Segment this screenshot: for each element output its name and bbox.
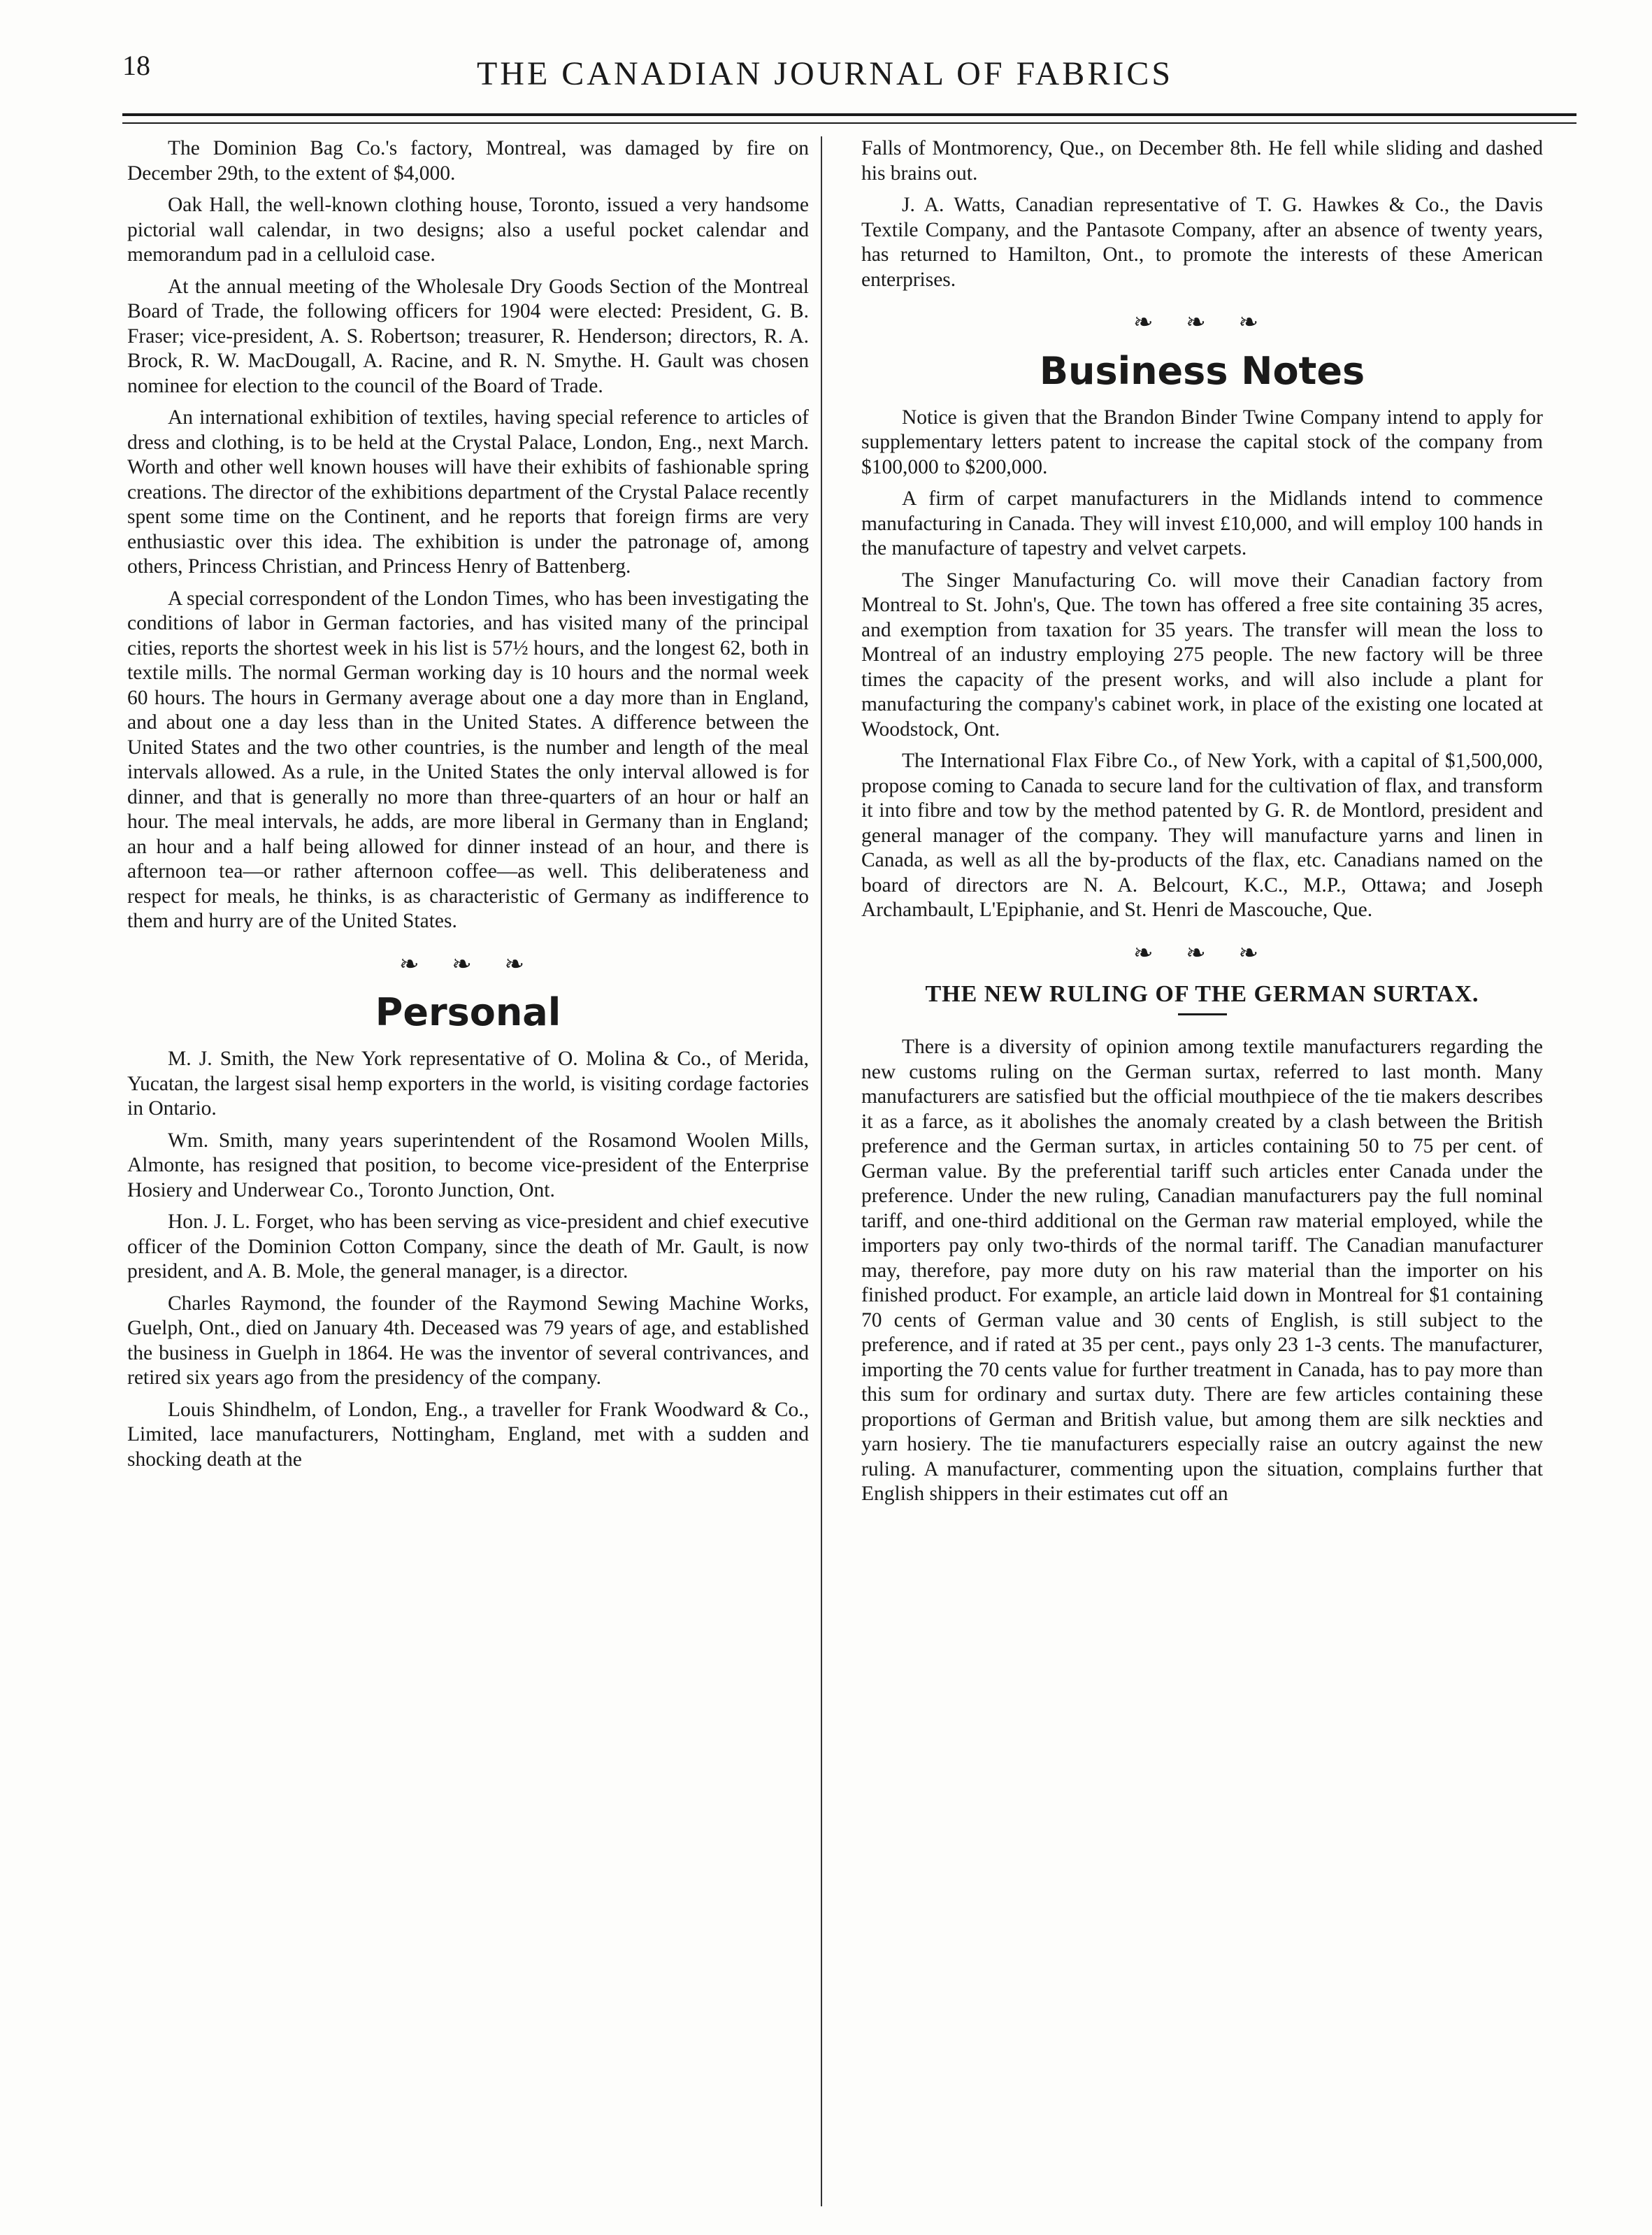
personal-paragraph: Charles Raymond, the founder of the Raymond Sewing Machine Works, Guelph, Ont., died on January 4th. Deceased was 79 years of age, and established the business in Guelph in 1864. He was the inventor of several contrivances, and retired six years ago from the presidency of the company. <box>127 1292 809 1389</box>
personal-paragraph: J. A. Watts, Canadian representative of T. G. Hawkes & Co., the Davis Textile Company, and the Pantasote Company, after an absence of twenty years, has returned to Hamilton, Ont., to promote the interests of these American enterprises. <box>861 194 1543 291</box>
right-column <box>861 136 1543 1514</box>
news-paragraph: Oak Hall, the well-known clothing house, Toronto, issued a very handsome pictorial wall calendar, in two designs; also a useful pocket calendar and memorandum pad in a celluloid case. <box>127 194 809 266</box>
header-rule-thin <box>122 122 1576 124</box>
business-notes-heading: Business Notes <box>1039 348 1365 393</box>
header-rule <box>122 113 1576 116</box>
column-divider <box>821 136 822 2206</box>
journal-title: THE CANADIAN JOURNAL OF FABRICS <box>476 55 1174 92</box>
personal-paragraph: Hon. J. L. Forget, who has been serving as vice-president and chief executive officer of the Dominion Cotton Company, since the death of Mr. Gault, is now president, and A. B. Mole, the general manager, is a director. <box>127 1211 809 1283</box>
section-ornament: ❧ ❧ ❧ <box>1133 938 1272 967</box>
news-paragraph: At the annual meeting of the Wholesale Dry Goods Section of the Montreal Board of Trade, the following officers for 1904 were elected: President, G. B. Fraser; vice-president, A. S. Robertson; treasurer, R. Henderson; directors, R. A. Brock, R. W. MacDougall, A. Racine, and R. N. Smythe. H. Gault was chosen nominee for election to the council of the Board of Trade. <box>127 275 809 397</box>
personal-paragraph: Wm. Smith, many years superintendent of the Rosamond Woolen Mills, Almonte, has resigned that position, to become vice-president of the Enterprise Hosiery and Underwear Co., Toronto Junction, Ont. <box>127 1129 809 1201</box>
left-column <box>127 136 809 1479</box>
news-paragraph: The Dominion Bag Co.'s factory, Montreal, was damaged by fire on December 29th, to the extent of $4,000. <box>127 137 809 185</box>
business-paragraph: A firm of carpet manufacturers in the Midlands intend to commence manufacturing in Canada. They will invest £10,000, and will employ 100 hands in the manufacture of tapestry and velvet carpets. <box>861 487 1543 559</box>
surtax-paragraph: There is a diversity of opinion among textile manufacturers regarding the new customs ruling on the German surtax, referred to last month. Many manufacturers are satisfied but the official mouthpiece of the tie makers describes it as a farce, as it abolishes the anomaly created by a clash between the British preference and the German surtax, in articles containing 50 to 75 per cent. of German value. By the preferential tariff such articles enter Canada under the preference. Under the new ruling, Canadian manufacturers pay the full nominal tariff, and one-third additional on the German raw material employed, while the importers pay only two-thirds of the normal tariff. The Canadian manufacturer may, therefore, pay more duty on his raw material than the importer on his finished product. For example, an article laid down in Montreal for $1 containing 70 cents of German value and 30 cents of English, is still subject to the preference, and if rated at 35 per cent., pays only 23 1-3 cents. The manufacturer, importing the 70 cents value for further treatment in Canada, has to pay more than this sum for ordinary and surtax duty. There are few articles containing these proportions of German and British value, but among them are silk neckties and yarn hosiery. The tie manufacturers especially raise an outcry against the new ruling. A manufacturer, commenting upon the situation, complains further that English shippers in their estimates cut off an <box>861 1036 1543 1505</box>
page-number: 18 <box>122 50 150 81</box>
personal-paragraph: Louis Shindhelm, of London, Eng., a traveller for Frank Woodward & Co., Limited, lace manufacturers, Nottingham, England, met with a sudden and shocking death at the <box>127 1398 809 1471</box>
surtax-article-heading: THE NEW RULING OF THE GERMAN SURTAX. <box>925 981 1479 1007</box>
heading-rule <box>1178 1013 1227 1015</box>
section-ornament: ❧ ❧ ❧ <box>398 950 538 978</box>
business-paragraph: Notice is given that the Brandon Binder Twine Company intend to apply for supplementary letters patent to increase the capital stock of the company from $100,000 to $200,000. <box>861 406 1543 478</box>
news-paragraph: A special correspondent of the London Times, who has been investigating the conditions of labor in German factories, and has visited many of the principal cities, reports the shortest week in his list is 57½ hours, and the longest 62, both in textile mills. The normal German working day is 10 hours and the normal week 60 hours. The hours in Germany average about one a day more than in England, and about one a day less than in the United States. A difference between the United States and the two other countries, is the number and length of the meal intervals allowed. As a rule, in the United States the only interval allowed is for dinner, and that is generally no more than three-quarters of an hour or half an hour. The meal intervals, he adds, are more liberal in Germany than in England; an hour and a half being allowed for dinner instead of an hour, and there is afternoon tea—or rather afternoon coffee—as well. This deliberateness and respect for meals, he thinks, is as characteristic of Germany as indifference to them and hurry are of the United States. <box>127 587 809 932</box>
business-paragraph: The International Flax Fibre Co., of New York, with a capital of $1,500,000, propose coming to Canada to secure land for the cultivation of flax, and transform it into fibre and tow by the method patented by G. R. de Montlord, president and general manager of the company. They will manufacture yarns and linen in Canada, as well as all the by-products of the flax, etc. Canadians named on the board of directors are N. A. Belcourt, K.C., M.P., Ottawa; and Joseph Archambault, L'Epiphanie, and St. Henri de Mascouche, Que. <box>861 750 1543 921</box>
news-paragraph: An international exhibition of textiles, having special reference to articles of dress and clothing, is to be held at the Crystal Palace, London, Eng., next March. Worth and other well known houses will have their exhibits of fashionable spring creations. The director of the exhibitions department of the Crystal Palace recently spent some time on the Continent, and he reports that foreign firms are very enthusiastic over this idea. The exhibition is under the patronage of, among others, Princess Christian, and Princess Henry of Battenberg. <box>127 406 809 578</box>
continued-paragraph: Falls of Montmorency, Que., on December 8th. He fell while sliding and dashed his brains out. <box>861 137 1543 185</box>
personal-heading: Personal <box>375 990 561 1034</box>
business-paragraph: The Singer Manufacturing Co. will move their Canadian factory from Montreal to St. John's, Que. The town has offered a free site containing 35 acres, and exemption from taxation for 35 years. The transfer will mean the loss to Montreal of an industry employing 275 people. The new factory will be three times the capacity of the present works, and will also include a plant for manufacturing the company's cabinet work, in place of the existing one located at Woodstock, Ont. <box>861 569 1543 741</box>
personal-paragraph: M. J. Smith, the New York representative of O. Molina & Co., of Merida, Yucatan, the largest sisal hemp exporters in the world, is visiting cordage factories in Ontario. <box>127 1048 809 1120</box>
section-ornament: ❧ ❧ ❧ <box>1133 308 1272 336</box>
